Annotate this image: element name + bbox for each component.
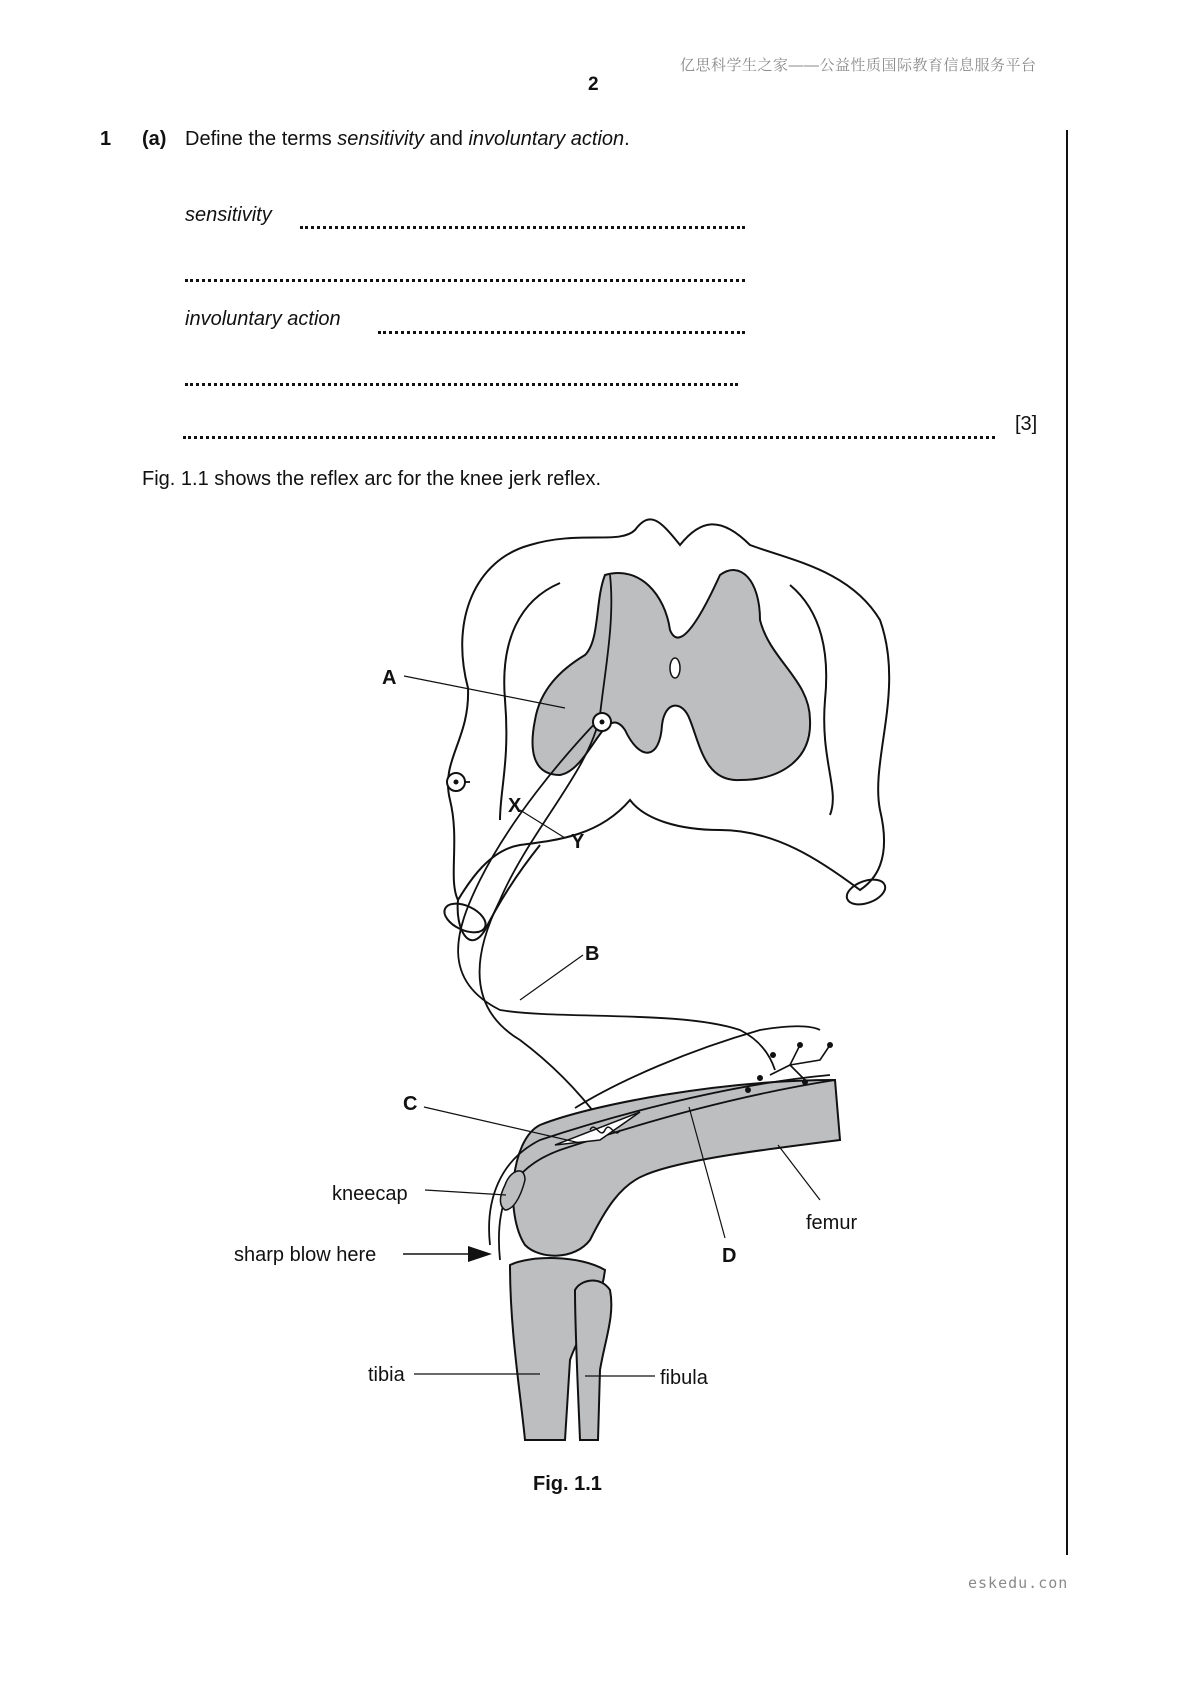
answer-label-involuntary-action: involuntary action [185, 308, 341, 330]
spinal-cord-outline [440, 519, 889, 940]
question-part: (a) [142, 128, 167, 150]
label-femur: femur [806, 1212, 858, 1234]
marks-allocation: [3] [1015, 413, 1038, 435]
label-Y: Y [571, 831, 585, 853]
question-text-before: Define the terms [185, 128, 338, 150]
figure-intro-text: Fig. 1.1 shows the reflex arc for the knee jerk reflex. [142, 468, 602, 490]
figure-caption: Fig. 1.1 [533, 1473, 602, 1495]
term-sensitivity: sensitivity [337, 128, 424, 150]
motor-end-plates [770, 1045, 830, 1080]
label-A: A [382, 667, 397, 689]
term-involuntary-action: involuntary action [468, 128, 625, 150]
answer-label-sensitivity: sensitivity [185, 204, 272, 226]
fibula-bone [575, 1281, 611, 1440]
label-D: D [722, 1245, 737, 1267]
question-text-mid: and [424, 128, 469, 150]
page-number: 2 [588, 74, 599, 95]
central-canal [670, 658, 680, 678]
watermark-text: 亿思科学生之家——公益性质国际教育信息服务平台 [680, 57, 1037, 74]
label-B: B [585, 943, 600, 965]
femur-bone [513, 1080, 840, 1256]
label-fibula: fibula [660, 1367, 708, 1389]
label-X: X [508, 795, 522, 817]
label-kneecap: kneecap [332, 1183, 408, 1205]
label-tibia: tibia [368, 1364, 405, 1386]
blow-arrow-head [468, 1246, 492, 1262]
footer-site: eskedu.con [968, 1574, 1069, 1592]
question-text-end: . [624, 128, 630, 150]
label-sharp-blow: sharp blow here [234, 1244, 377, 1266]
question-number: 1 [100, 128, 112, 150]
label-leader-lines [404, 676, 820, 1376]
label-C: C [403, 1093, 418, 1115]
